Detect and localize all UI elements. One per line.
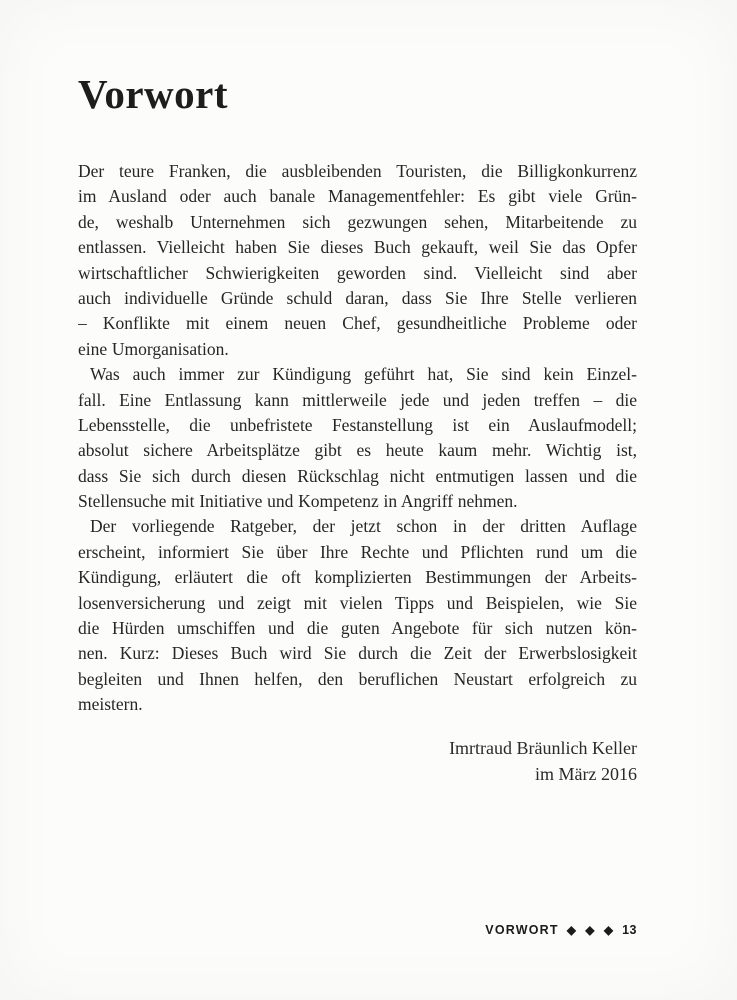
paragraph	[78, 362, 637, 514]
text-line: die Hürden umschiffen und die guten Angebote für sich nutzen kön-	[78, 618, 637, 639]
page-title: Vorwort	[78, 71, 229, 117]
page-footer	[485, 923, 637, 937]
text-line: de, weshalb Unternehmen sich gezwungen sehen, Mitarbeitende zu	[78, 211, 637, 232]
text-line: auch individuelle Gründe schuld daran, dass Sie Ihre Stelle verlieren	[78, 287, 637, 308]
diamond-ornament-icon: ◆ ◆ ◆	[566, 923, 617, 937]
paragraph	[78, 514, 637, 717]
footer-section-label: VORWORT	[485, 923, 559, 937]
page-number: 13	[622, 923, 637, 937]
author-signature	[78, 735, 637, 788]
text-line: absolut sichere Arbeitsplätze gibt es heute kaum mehr. Wichtig ist,	[78, 440, 637, 461]
author-name: Imrtraud Bräunlich Keller	[449, 737, 637, 758]
text-line: Kündigung, erläutert die oft komplizierten Bestimmungen der Arbeits-	[78, 567, 637, 588]
text-line: eine Umorganisation.	[78, 338, 229, 359]
text-line: – Konflikte mit einem neuen Chef, gesundheitliche Probleme oder	[78, 313, 637, 334]
text-line: wirtschaftlicher Schwierigkeiten geworden sind. Vielleicht sind aber	[78, 262, 637, 283]
text-line: Der teure Franken, die ausbleibenden Touristen, die Billigkonkurrenz	[78, 161, 637, 181]
text-line: erscheint, informiert Sie über Ihre Rechte und Pflichten rund um die	[78, 541, 637, 562]
text-line: losenversicherung und zeigt mit vielen Tipps und Beispielen, wie Sie	[78, 592, 637, 613]
paragraph	[78, 159, 637, 362]
text-line: dass Sie sich durch diesen Rückschlag nicht entmutigen lassen und die	[78, 465, 637, 486]
text-line: fall. Eine Entlassung kann mittlerweile jede und jeden treffen – die	[78, 389, 637, 410]
text-line: Was auch immer zur Kündigung geführt hat, Sie sind kein Einzel-	[90, 364, 637, 385]
signature-date: im März 2016	[535, 764, 637, 785]
text-line: Lebensstelle, die unbefristete Festanstellung ist ein Auslaufmodell;	[78, 414, 637, 435]
text-line: nen. Kurz: Dieses Buch wird Sie durch die Zeit der Erwerbslosigkeit	[78, 643, 637, 664]
text-line: Stellensuche mit Initiative und Kompetenz in Angriff nehmen.	[78, 491, 518, 512]
text-line: Der vorliegende Ratgeber, der jetzt schon in der dritten Auflage	[90, 516, 637, 537]
page-content	[78, 71, 637, 788]
text-line: entlassen. Vielleicht haben Sie dieses Buch gekauft, weil Sie das Opfer	[78, 237, 637, 258]
text-line: meistern.	[78, 694, 143, 715]
body-text	[78, 159, 637, 718]
text-line: im Ausland oder auch banale Managementfehler: Es gibt viele Grün-	[78, 186, 637, 207]
text-line: begleiten und Ihnen helfen, den beruflichen Neustart erfolgreich zu	[78, 668, 637, 689]
